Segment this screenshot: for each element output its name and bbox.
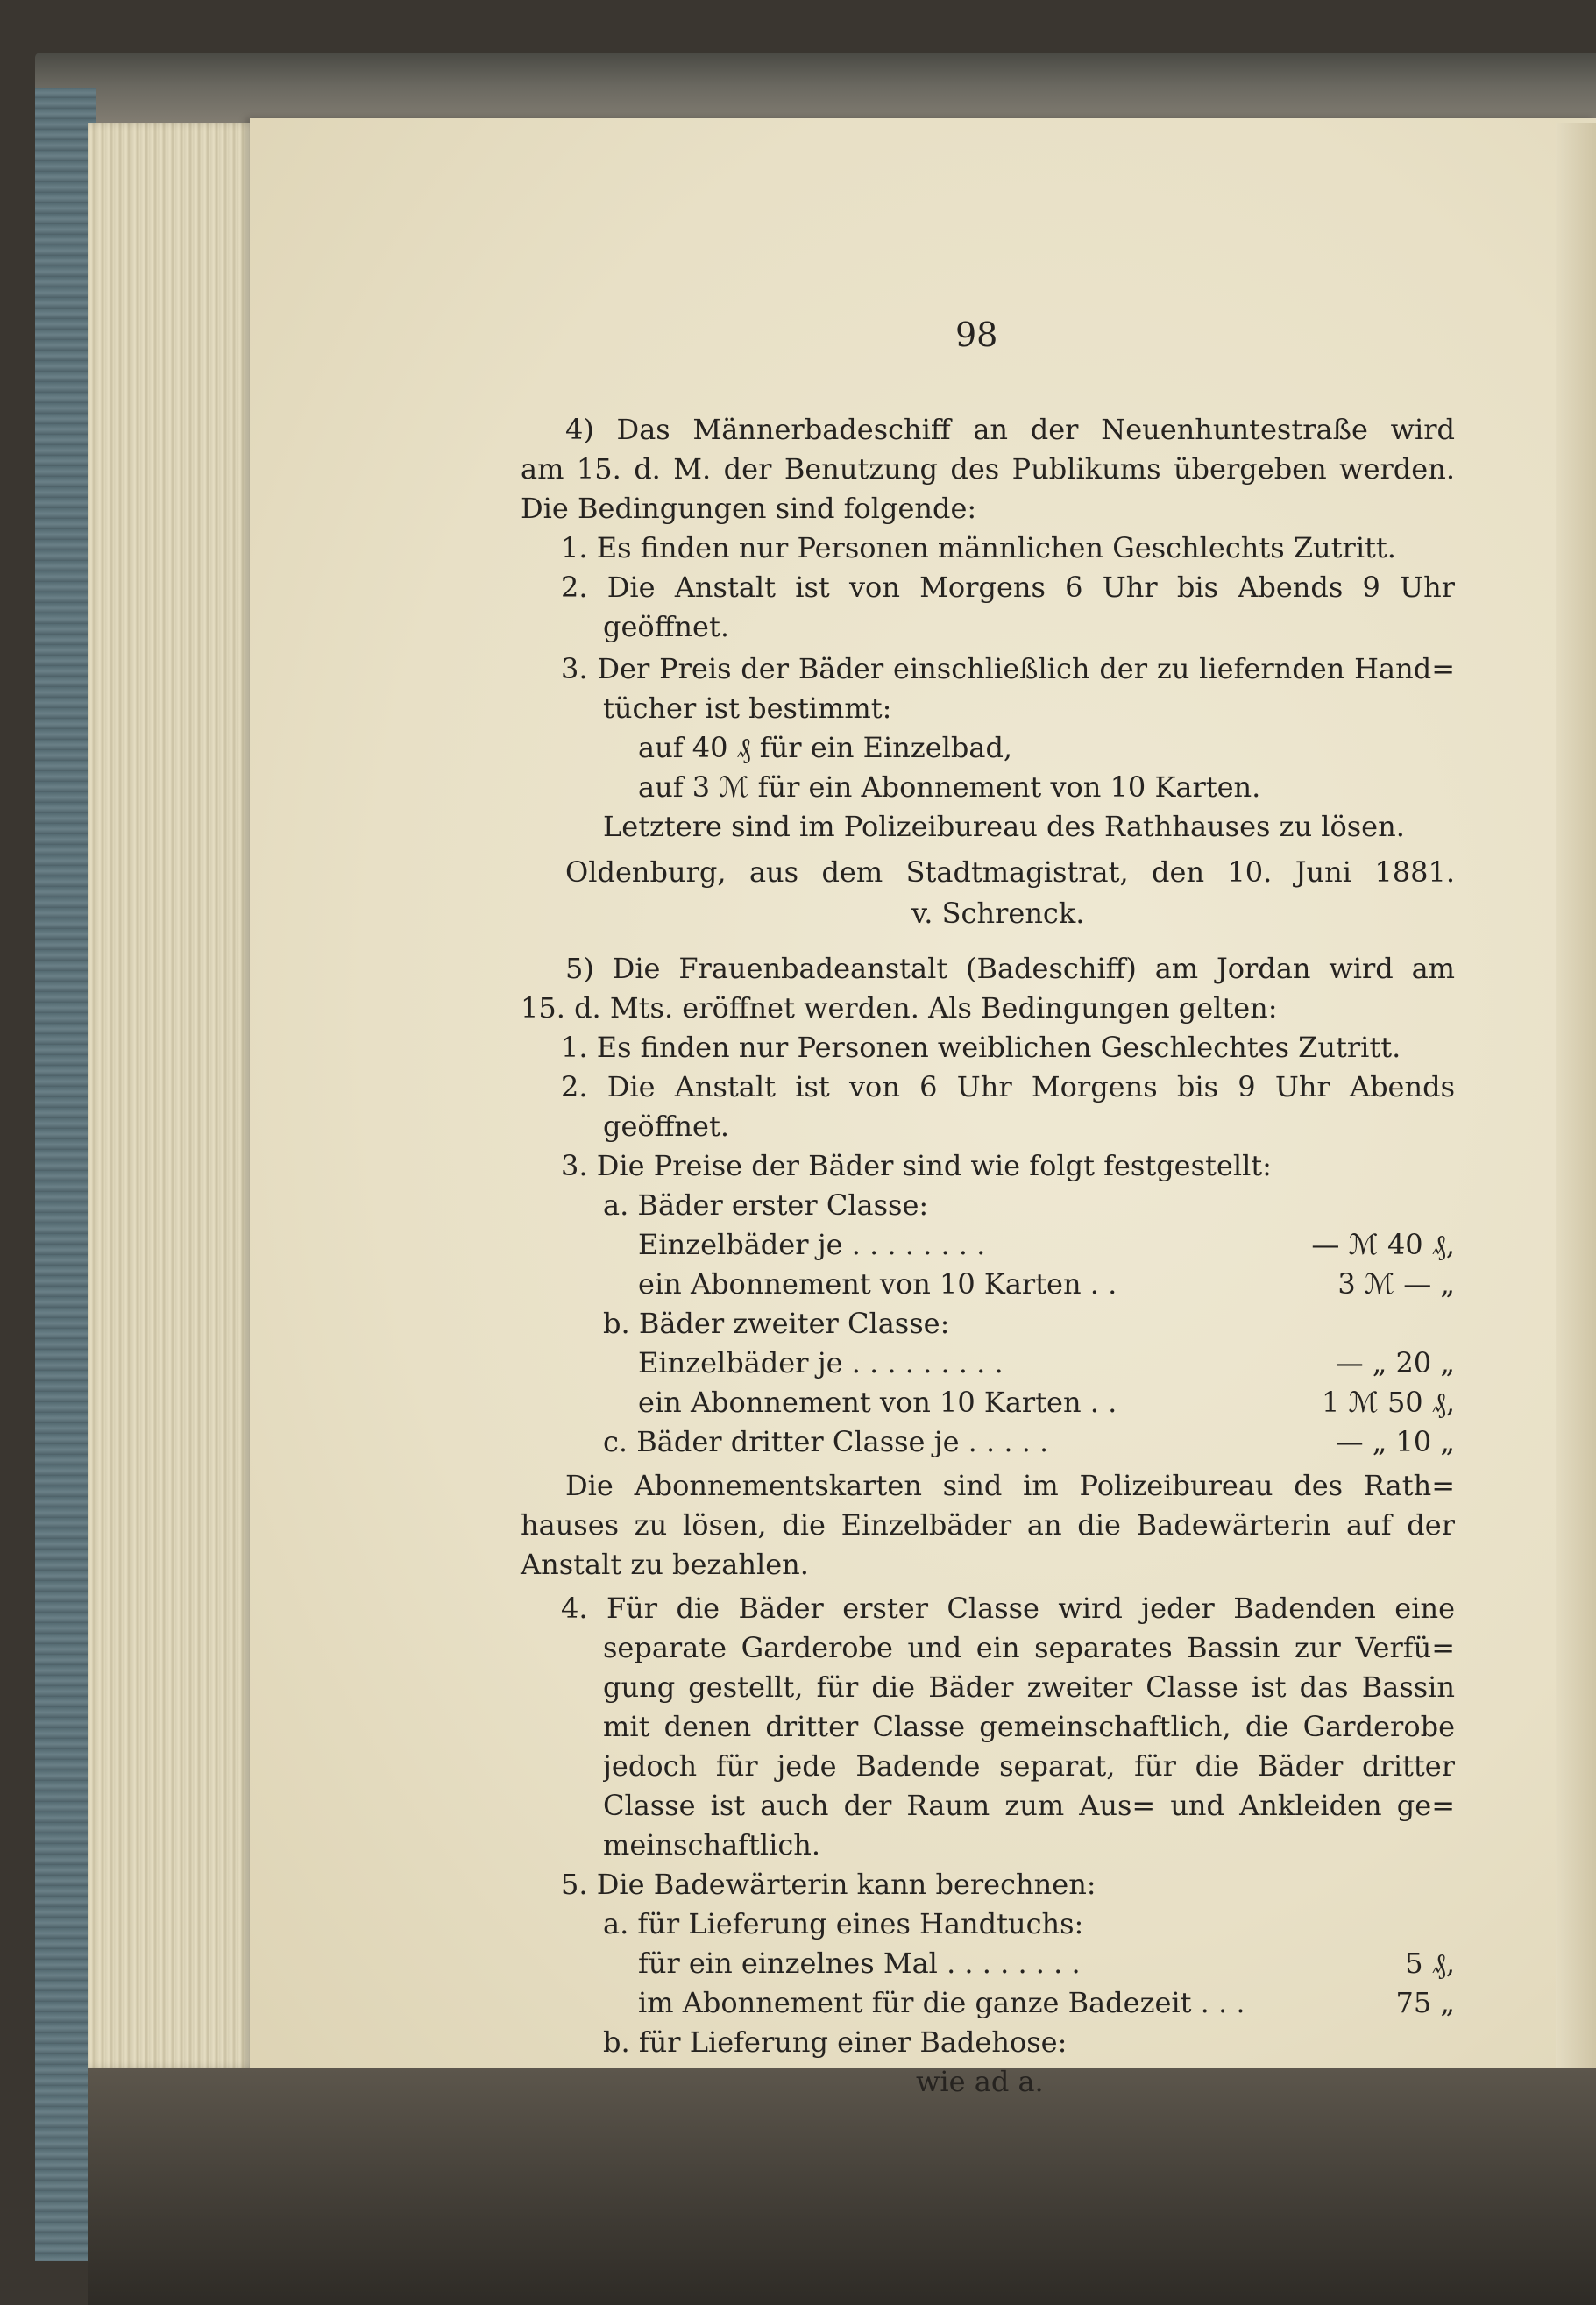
sec4-line-2: am 15. d. M. der Benutzung des Publikums übergeben werden. — [521, 452, 1455, 486]
sec5-item-3: 3. Die Preise der Bäder sind wie folgt festgestellt: — [561, 1149, 1272, 1182]
price-row-amount: 1 ℳ 50 ₰, — [1322, 1386, 1455, 1419]
price-row-label: Einzelbäder je . . . . . . . . — [638, 1228, 986, 1261]
page-number: 98 — [955, 316, 998, 354]
sec5-item-2b: geöffnet. — [603, 1110, 729, 1143]
sec5-abo-1: Die Abonnementskarten sind im Polizeibureau des Rath= — [565, 1469, 1455, 1502]
sec5-item-4f: Classe ist auch der Raum zum Aus= und Ankleiden ge= — [603, 1789, 1455, 1822]
towel-row-amount: 5 ₰, — [1405, 1947, 1455, 1980]
sec5-abo-3: Anstalt zu bezahlen. — [521, 1548, 809, 1581]
sec4-item-1: 1. Es finden nur Personen männlichen Geschlechts Zutritt. — [561, 531, 1396, 564]
towel-row-amount: 75 „ — [1395, 1986, 1455, 2019]
sec4-signature: v. Schrenck. — [911, 897, 1085, 930]
sec4-price-note: Letztere sind im Polizeibureau des Rathhauses zu lösen. — [603, 810, 1405, 843]
sec5-item-4g: meinschaftlich. — [603, 1828, 821, 1862]
towel-row-label: a. für Lieferung eines Handtuchs: — [603, 1907, 1084, 1940]
book-bottom — [88, 2068, 1596, 2305]
sec4-price-2: auf 3 ℳ für ein Abonnement von 10 Karten. — [638, 770, 1261, 804]
price-row-amount: 3 ℳ — „ — [1337, 1267, 1455, 1301]
sec5-item-5: 5. Die Badewärterin kann berechnen: — [561, 1868, 1096, 1901]
price-row-label: c. Bäder dritter Classe je . . . . . — [603, 1425, 1049, 1458]
sec4-place-date: Oldenburg, aus dem Stadtmagistrat, den 10. Juni 1881. — [565, 855, 1455, 889]
price-row-label: ein Abonnement von 10 Karten . . — [638, 1386, 1117, 1419]
price-row-label: a. Bäder erster Classe: — [603, 1188, 929, 1222]
sec5-item-4e: jedoch für jede Badende separat, für die Bäder dritter — [603, 1749, 1455, 1783]
price-row-label: Einzelbäder je . . . . . . . . . — [638, 1346, 1004, 1379]
towel-row-label: im Abonnement für die ganze Badezeit . . . — [638, 1986, 1245, 2019]
price-row-label: ein Abonnement von 10 Karten . . — [638, 1267, 1117, 1301]
towel-row-label: für ein einzelnes Mal . . . . . . . . — [638, 1947, 1081, 1980]
sec4-item-2a: 2. Die Anstalt ist von Morgens 6 Uhr bis Abends 9 Uhr — [561, 571, 1455, 604]
sec4-line-3: Die Bedingungen sind folgende: — [521, 492, 977, 525]
sec5-item-1: 1. Es finden nur Personen weiblichen Geschlechtes Zutritt. — [561, 1031, 1401, 1064]
sec5-line-1: 5) Die Frauenbadeanstalt (Badeschiff) am Jordan wird am — [565, 952, 1455, 985]
sec4-item-2b: geöffnet. — [603, 610, 729, 643]
closing-line: wie ad a. — [916, 2065, 1044, 2098]
price-row-label: b. Bäder zweiter Classe: — [603, 1307, 950, 1340]
sec5-item-4c: gung gestellt, für die Bäder zweiter Classe ist das Bassin — [603, 1670, 1455, 1704]
price-row-amount: — ℳ 40 ₰, — [1311, 1228, 1455, 1261]
sec5-abo-2: hauses zu lösen, die Einzelbäder an die Badewärterin auf der — [521, 1508, 1455, 1542]
sec5-line-2: 15. d. Mts. eröffnet werden. Als Bedingungen gelten: — [521, 991, 1278, 1025]
price-row-amount: — „ 20 „ — [1335, 1346, 1455, 1379]
towel-row-label: b. für Lieferung einer Badehose: — [603, 2025, 1068, 2059]
sec4-item-3a: 3. Der Preis der Bäder einschließlich der zu liefernden Hand= — [561, 652, 1455, 685]
sec4-price-1: auf 40 ₰ für ein Einzelbad, — [638, 731, 1013, 764]
sec5-item-4a: 4. Für die Bäder erster Classe wird jeder Badenden eine — [561, 1592, 1455, 1625]
sec5-item-4b: separate Garderobe und ein separates Bassin zur Verfü= — [603, 1631, 1455, 1664]
price-row-amount: — „ 10 „ — [1335, 1425, 1455, 1458]
page-gutter — [1556, 123, 1596, 2068]
sec5-item-4d: mit denen dritter Classe gemeinschaftlich, die Garderobe — [603, 1710, 1455, 1743]
sec4-item-3b: tücher ist bestimmt: — [603, 692, 892, 725]
sec5-item-2a: 2. Die Anstalt ist von 6 Uhr Morgens bis 9 Uhr Abends — [561, 1070, 1455, 1103]
sec4-line-1: 4) Das Männerbadeschiff an der Neuenhuntestraße wird — [565, 413, 1455, 446]
